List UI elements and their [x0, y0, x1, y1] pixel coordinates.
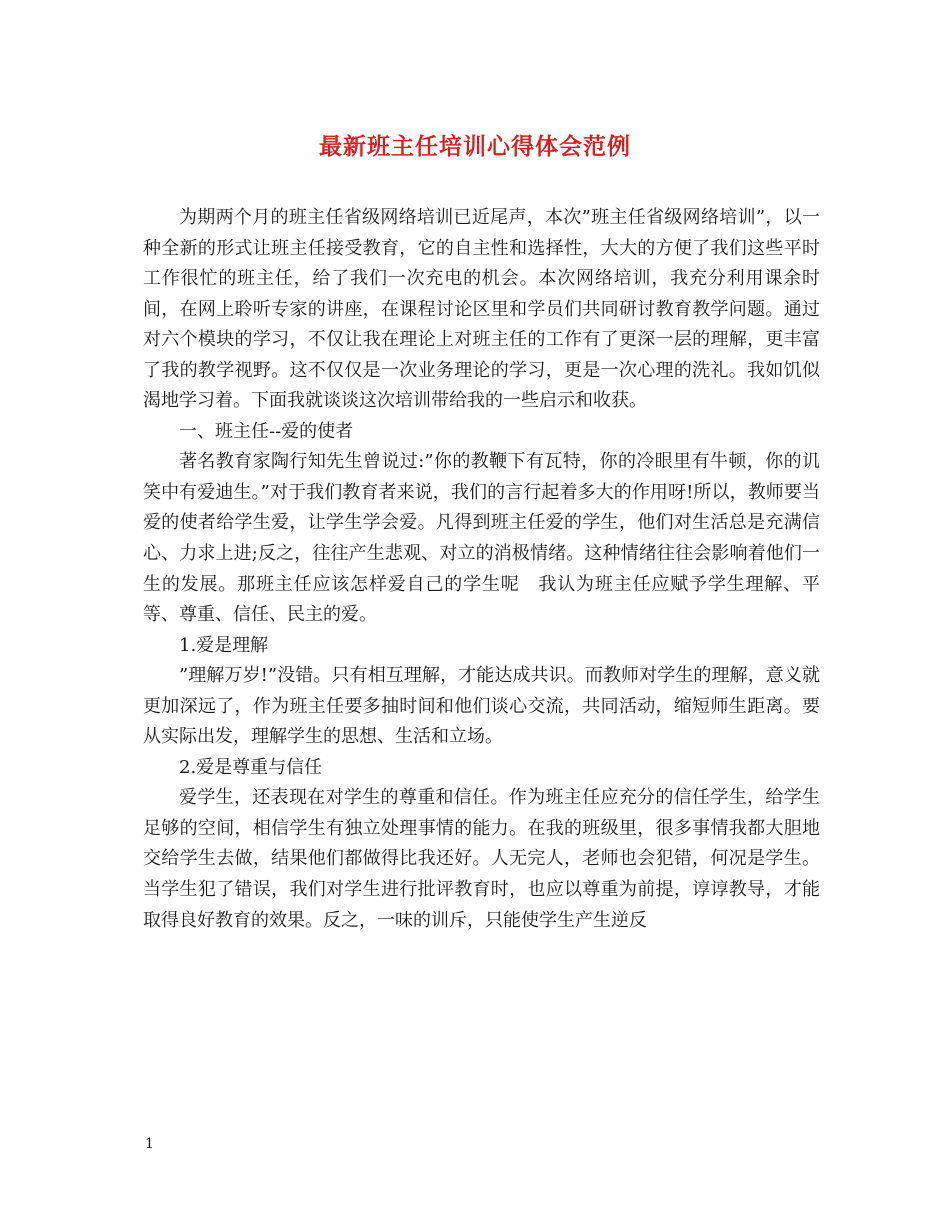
- body-paragraph: ”理解万岁!”没错。只有相互理解，才能达成共识。而教师对学生的理解，意义就更加深远了，作为班主任要多抽时间和他们谈心交流，共同活动，缩短师生距离。要从实际出发，理解学生的思想、生活和立场。: [143, 665, 820, 748]
- section-heading-1: 一、班主任--爱的使者: [179, 420, 354, 442]
- subsection-heading-2: 2.爱是尊重与信任: [179, 756, 323, 778]
- subsection-heading-1: 1.爱是理解: [179, 634, 269, 656]
- body-paragraph: 著名教育家陶行知先生曾说过:”你的教鞭下有瓦特，你的冷眼里有牛顿，你的讥笑中有爱迪生。”对于我们教育者来说，我们的言行起着多大的作用呀!所以，教师要当爱的使者给学生爱，让学生学会爱。凡得到班主任爱的学生，他们对生活总是充满信心、力求上进;反之，往往产生悲观、对立的消极情绪。这种情绪往往会影响着他们一生的发展。那班主任应该怎样爱自己的学生呢 我认为班主任应赋予学生理解、平等、尊重、信任、民主的爱。: [143, 451, 820, 626]
- intro-paragraph: 为期两个月的班主任省级网络培训已近尾声，本次”班主任省级网络培训”，以一种全新的形式让班主任接受教育，它的自主性和选择性，大大的方便了我们这些平时工作很忙的班主任，给了我们一次充电的机会。本次网络培训，我充分利用课余时间，在网上聆听专家的讲座，在课程讨论区里和学员们共同研讨教育教学问题。通过对六个模块的学习，不仅让我在理论上对班主任的工作有了更深一层的理解，更丰富了我的教学视野。这不仅仅是一次业务理论的学习，更是一次心理的洗礼。我如饥似渴地学习着。下面我就谈谈这次培训带给我的一些启示和收获。: [143, 207, 820, 412]
- document-title: 最新班主任培训心得体会范例: [319, 133, 631, 160]
- page-number: 1: [145, 1136, 154, 1152]
- body-paragraph: 爱学生，还表现在对学生的尊重和信任。作为班主任应充分的信任学生，给学生足够的空间，相信学生有独立处理事情的能力。在我的班级里，很多事情我都大胆地交给学生去做，结果他们都做得比我还好。人无完人，老师也会犯错，何况是学生。当学生犯了错误，我们对学生进行批评教育时，也应以尊重为前提，谆谆教导，才能取得良好教育的效果。反之，一味的训斥，只能使学生产生逆反: [143, 787, 820, 931]
- document-body: [143, 203, 820, 936]
